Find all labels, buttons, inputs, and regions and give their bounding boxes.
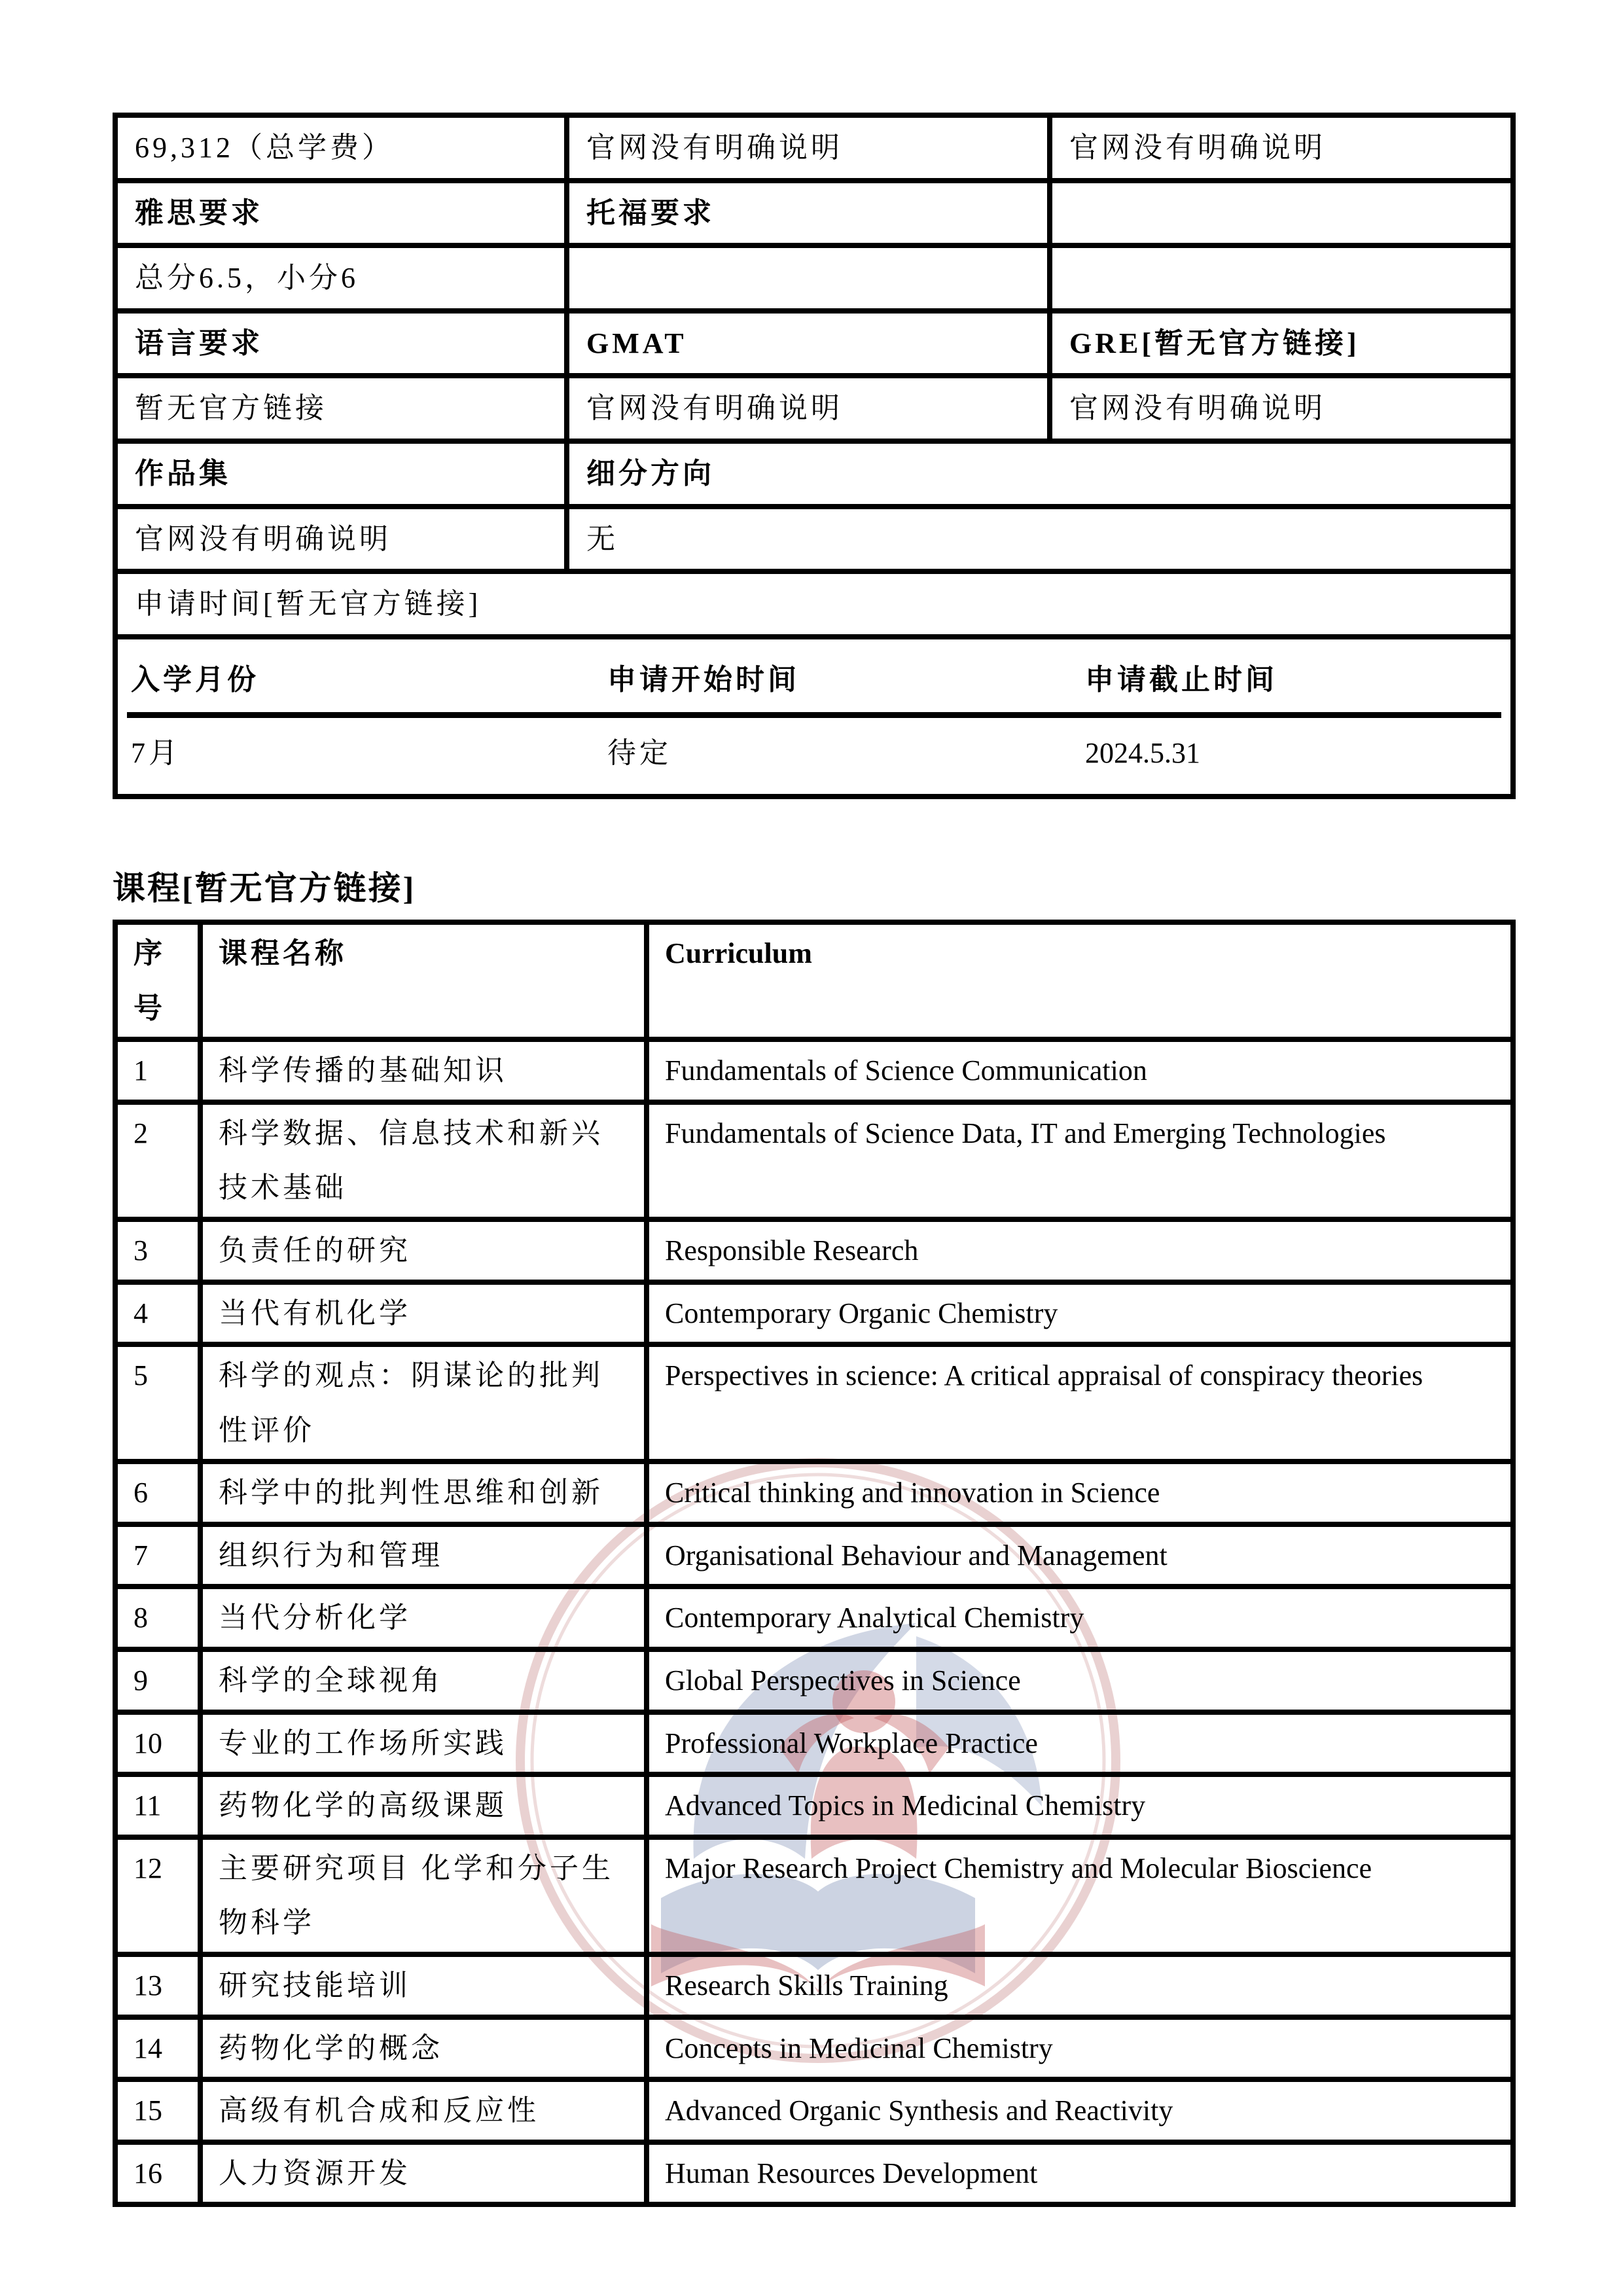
course-name-en: Advanced Organic Synthesis and Reactivity <box>647 2079 1513 2142</box>
course-name-en: Perspectives in science: A critical appraisal of conspiracy theories <box>647 1344 1513 1462</box>
course-index-header: 序号 <box>115 922 200 1039</box>
portfolio-value: 官网没有明确说明 <box>115 507 567 572</box>
course-name-en: Human Resources Development <box>647 2142 1513 2205</box>
specialization-header: 细分方向 <box>567 441 1513 507</box>
tuition-note-2: 官网没有明确说明 <box>1050 115 1513 181</box>
course-name-zh: 组织行为和管理 <box>200 1524 647 1587</box>
enrollment-divider <box>127 712 1501 718</box>
course-name-en: Responsible Research <box>647 1219 1513 1282</box>
gre-value: 官网没有明确说明 <box>1050 376 1513 441</box>
course-name-en: Contemporary Organic Chemistry <box>647 1282 1513 1345</box>
course-name-zh: 主要研究项目 化学和分子生物科学 <box>200 1837 647 1954</box>
curriculum-header: Curriculum <box>647 922 1513 1039</box>
course-index: 9 <box>115 1649 200 1712</box>
course-name-en: Global Perspectives in Science <box>647 1649 1513 1712</box>
ielts-requirement-header: 雅思要求 <box>115 181 567 246</box>
course-index: 14 <box>115 2017 200 2080</box>
course-row-7 <box>115 1524 1513 1587</box>
course-index: 6 <box>115 1462 200 1524</box>
course-name-zh: 科学的观点：阴谋论的批判性评价 <box>200 1344 647 1462</box>
gmat-value: 官网没有明确说明 <box>567 376 1050 441</box>
tests-header-row <box>115 311 1513 376</box>
course-index: 12 <box>115 1837 200 1954</box>
apply-deadline-value: 2024.5.31 <box>1085 737 1200 770</box>
portfolio-header-row <box>115 441 1513 507</box>
language-header-row <box>115 181 1513 246</box>
page-content <box>113 113 1510 2207</box>
gre-header: GRE[暂无官方链接] <box>1050 311 1513 376</box>
enrollment-block <box>115 637 1513 797</box>
program-info-table <box>113 113 1516 799</box>
course-row-12 <box>115 1837 1513 1954</box>
enrollment-values <box>118 718 1510 794</box>
apply-deadline-header: 申请截止时间 <box>1085 663 1277 696</box>
course-row-9 <box>115 1649 1513 1712</box>
enrollment-header <box>118 639 1510 713</box>
course-row-6 <box>115 1462 1513 1524</box>
course-row-10 <box>115 1712 1513 1775</box>
course-index: 8 <box>115 1587 200 1649</box>
application-time-row <box>115 571 1513 637</box>
enroll-month-header: 入学月份 <box>131 663 259 696</box>
course-name-zh: 科学数据、信息技术和新兴技术基础 <box>200 1102 647 1219</box>
course-name-en: Fundamentals of Science Communication <box>647 1039 1513 1102</box>
course-name-zh: 当代分析化学 <box>200 1587 647 1649</box>
course-name-en: Organisational Behaviour and Management <box>647 1524 1513 1587</box>
tuition-note-1: 官网没有明确说明 <box>567 115 1050 181</box>
course-index: 13 <box>115 1954 200 2017</box>
portfolio-value-row <box>115 507 1513 572</box>
course-name-zh: 人力资源开发 <box>200 2142 647 2205</box>
course-name-en: Concepts in Medicinal Chemistry <box>647 2017 1513 2080</box>
enrollment-row <box>115 637 1513 797</box>
enroll-month-value: 7月 <box>131 737 181 770</box>
course-row-13 <box>115 1954 1513 2017</box>
course-name-zh: 当代有机化学 <box>200 1282 647 1345</box>
empty-header-cell <box>1050 181 1513 246</box>
application-time-label: 申请时间[暂无官方链接] <box>115 571 1513 637</box>
course-name-zh: 研究技能培训 <box>200 1954 647 2017</box>
course-row-4 <box>115 1282 1513 1345</box>
tests-value-row <box>115 376 1513 441</box>
specialization-value: 无 <box>567 507 1513 572</box>
course-name-en: Major Research Project Chemistry and Molecular Bioscience <box>647 1837 1513 1954</box>
course-name-en: Professional Workplace Practice <box>647 1712 1513 1775</box>
section-title-courses: 课程[暂无官方链接] <box>113 869 416 906</box>
course-name-zh: 药物化学的概念 <box>200 2017 647 2080</box>
course-row-2 <box>115 1102 1513 1219</box>
course-index: 11 <box>115 1774 200 1837</box>
course-row-1 <box>115 1039 1513 1102</box>
language-requirement-header: 语言要求 <box>115 311 567 376</box>
course-index: 3 <box>115 1219 200 1282</box>
course-name-en: Advanced Topics in Medicinal Chemistry <box>647 1774 1513 1837</box>
course-row-5 <box>115 1344 1513 1462</box>
apply-start-header: 申请开始时间 <box>607 663 800 696</box>
curriculum-table <box>113 920 1516 2207</box>
course-name-zh: 药物化学的高级课题 <box>200 1774 647 1837</box>
course-name-en: Fundamentals of Science Data, IT and Emerging Technologies <box>647 1102 1513 1219</box>
course-index: 4 <box>115 1282 200 1345</box>
portfolio-header: 作品集 <box>115 441 567 507</box>
course-name-zh-header: 课程名称 <box>200 922 647 1039</box>
course-name-zh: 科学传播的基础知识 <box>200 1039 647 1102</box>
course-name-en: Critical thinking and innovation in Science <box>647 1462 1513 1524</box>
course-row-16 <box>115 2142 1513 2205</box>
course-index: 7 <box>115 1524 200 1587</box>
course-name-en: Research Skills Training <box>647 1954 1513 2017</box>
curriculum-header-row <box>115 922 1513 1039</box>
course-index: 10 <box>115 1712 200 1775</box>
ielts-score-value: 总分6.5，小分6 <box>115 245 567 311</box>
course-row-15 <box>115 2079 1513 2142</box>
empty-cell <box>1050 245 1513 311</box>
course-name-zh: 专业的工作场所实践 <box>200 1712 647 1775</box>
course-row-14 <box>115 2017 1513 2080</box>
ielts-value-row <box>115 245 1513 311</box>
gmat-header: GMAT <box>567 311 1050 376</box>
course-index: 5 <box>115 1344 200 1462</box>
tuition-row <box>115 115 1513 181</box>
course-index: 16 <box>115 2142 200 2205</box>
course-name-zh: 高级有机合成和反应性 <box>200 2079 647 2142</box>
toefl-requirement-header: 托福要求 <box>567 181 1050 246</box>
tuition-value: 69,312（总学费） <box>115 115 567 181</box>
course-row-8 <box>115 1587 1513 1649</box>
course-row-11 <box>115 1774 1513 1837</box>
course-index: 1 <box>115 1039 200 1102</box>
course-name-zh: 科学中的批判性思维和创新 <box>200 1462 647 1524</box>
course-row-3 <box>115 1219 1513 1282</box>
toefl-score-value <box>567 245 1050 311</box>
course-index: 2 <box>115 1102 200 1219</box>
course-index: 15 <box>115 2079 200 2142</box>
apply-start-value: 待定 <box>607 737 671 770</box>
course-name-en: Contemporary Analytical Chemistry <box>647 1587 1513 1649</box>
course-name-zh: 负责任的研究 <box>200 1219 647 1282</box>
language-link-value: 暂无官方链接 <box>115 376 567 441</box>
course-name-zh: 科学的全球视角 <box>200 1649 647 1712</box>
